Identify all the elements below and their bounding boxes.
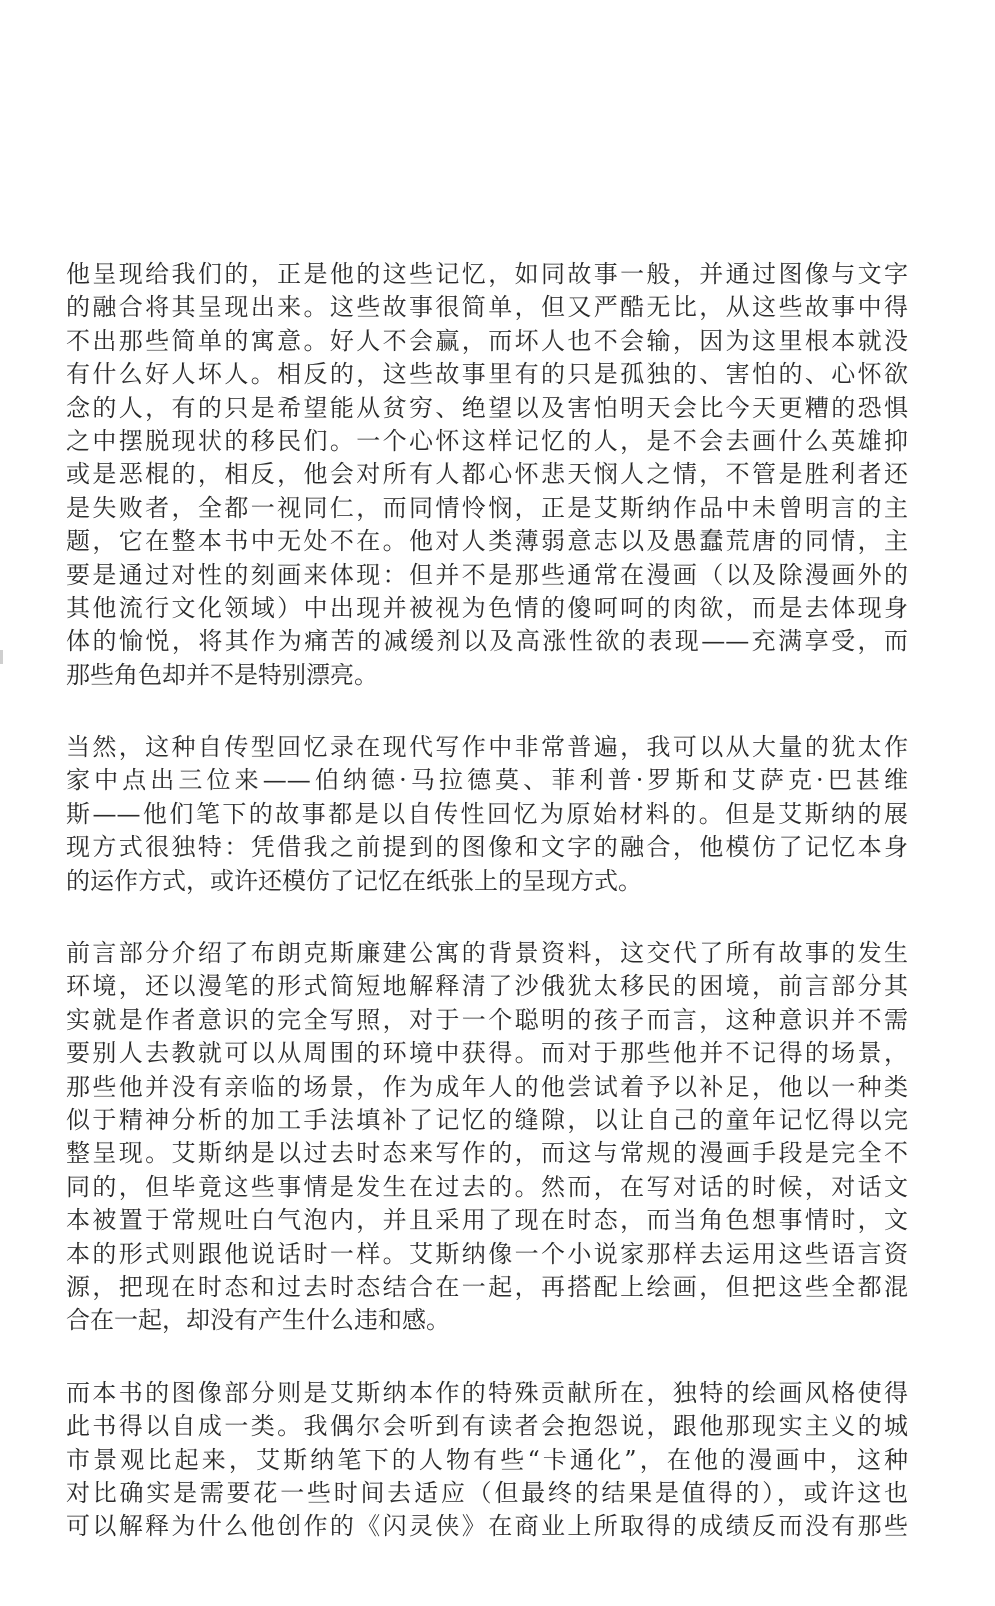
paragraph-gap — [66, 692, 908, 731]
text-line: 实就是作者意识的完全写照，对于一个聪明的孩子而言，这种意识并不需 — [66, 1005, 908, 1034]
text-line: 本的形式则跟他说话时一样。艾斯纳像一个小说家那样去运用这些语言资 — [66, 1239, 908, 1268]
text-line: 整呈现。艾斯纳是以过去时态来写作的，而这与常规的漫画手段是完全不 — [66, 1139, 908, 1168]
text-line: 环境，还以漫笔的形式简短地解释清了沙俄犹太移民的困境，前言部分其 — [66, 972, 908, 1001]
paragraph-gap — [66, 1338, 908, 1377]
text-line: 体的愉悦，将其作为痛苦的减缓剂以及高涨性欲的表现——充满享受，而 — [66, 627, 908, 656]
text-line: 其他流行文化领域）中出现并被视为色情的傻呵呵的肉欲，而是去体现身 — [66, 593, 908, 622]
text-line: 不出那些简单的寓意。好人不会赢，而坏人也不会输，因为这里根本就没 — [66, 326, 908, 355]
text-line: 要是通过对性的刻画来体现：但并不是那些通常在漫画（以及除漫画外的 — [66, 560, 908, 589]
text-line: 他呈现给我们的，正是他的这些记忆，如同故事一般，并通过图像与文字 — [66, 260, 908, 288]
paragraph-gap — [66, 898, 908, 937]
text-line: 的运作方式，或许还模仿了记忆在纸张上的呈现方式。 — [66, 866, 642, 895]
text-line: 有什么好人坏人。相反的，这些故事里有的只是孤独的、害怕的、心怀欲 — [66, 360, 908, 389]
text-line: 当然，这种自传型回忆录在现代写作中非常普遍，我可以从大量的犹太作 — [66, 733, 908, 762]
text-line: 似于精神分析的加工手法填补了记忆的缝隙，以让自己的童年记忆得以完 — [66, 1105, 908, 1134]
text-line: 的融合将其呈现出来。这些故事很简单，但又严酷无比，从这些故事中得 — [66, 293, 908, 322]
text-line: 要别人去教就可以从周围的环境中获得。而对于那些他并不记得的场景， — [66, 1039, 908, 1068]
text-line: 或是恶棍的，相反，他会对所有人都心怀悲天悯人之情，不管是胜利者还 — [66, 460, 908, 489]
text-line: 可以解释为什么他创作的《闪灵侠》在商业上所取得的成绩反而没有那些 — [66, 1512, 908, 1541]
text-line: 本被置于常规吐白气泡内，并且采用了现在时态，而当角色想事情时，文 — [66, 1206, 908, 1235]
paragraph — [66, 937, 908, 1338]
text-line: 而本书的图像部分则是艾斯纳本作的特殊贡献所在，独特的绘画风格使得 — [66, 1378, 908, 1407]
text-line: 是失败者，全都一视同仁，而同情怜悯，正是艾斯纳作品中未曾明言的主 — [66, 493, 908, 522]
text-line: 家中点出三位来——伯纳德·马拉德莫、菲利普·罗斯和艾萨克·巴甚维 — [66, 766, 908, 795]
paragraph — [66, 1377, 908, 1544]
text-line: 源，把现在时态和过去时态结合在一起，再搭配上绘画，但把这些全都混 — [66, 1272, 908, 1301]
text-line: 市景观比起来，艾斯纳笔下的人物有些“卡通化”，在他的漫画中，这种 — [66, 1445, 908, 1474]
text-line: 现方式很独特：凭借我之前提到的图像和文字的融合，他模仿了记忆本身 — [66, 833, 908, 862]
text-line: 之中摆脱现状的移民们。一个心怀这样记忆的人，是不会去画什么英雄抑 — [66, 426, 908, 455]
page-edge-mark — [0, 650, 3, 664]
text-line: 对比确实是需要花一些时间去适应（但最终的结果是值得的），或许这也 — [66, 1478, 908, 1507]
paragraph — [66, 258, 908, 692]
text-line: 此书得以自成一类。我偶尔会听到有读者会抱怨说，跟他那现实主义的城 — [66, 1412, 908, 1441]
text-line: 斯——他们笔下的故事都是以自传性回忆为原始材料的。但是艾斯纳的展 — [66, 799, 908, 828]
text-line: 前言部分介绍了布朗克斯廉建公寓的背景资料，这交代了所有故事的发生 — [66, 939, 908, 968]
body-text — [66, 258, 908, 1544]
text-line: 题，它在整本书中无处不在。他对人类薄弱意志以及愚蠢荒唐的同情，主 — [66, 527, 908, 556]
text-line: 合在一起，却没有产生什么违和感。 — [66, 1306, 450, 1335]
text-line: 同的，但毕竟这些事情是发生在过去的。然而，在写对话的时候，对话文 — [66, 1172, 908, 1201]
text-line: 念的人，有的只是希望能从贫穷、绝望以及害怕明天会比今天更糟的恐惧 — [66, 393, 908, 422]
text-line: 那些他并没有亲临的场景，作为成年人的他尝试着予以补足，他以一种类 — [66, 1072, 908, 1101]
paragraph — [66, 731, 908, 898]
text-line: 那些角色却并不是特别漂亮。 — [66, 660, 378, 689]
